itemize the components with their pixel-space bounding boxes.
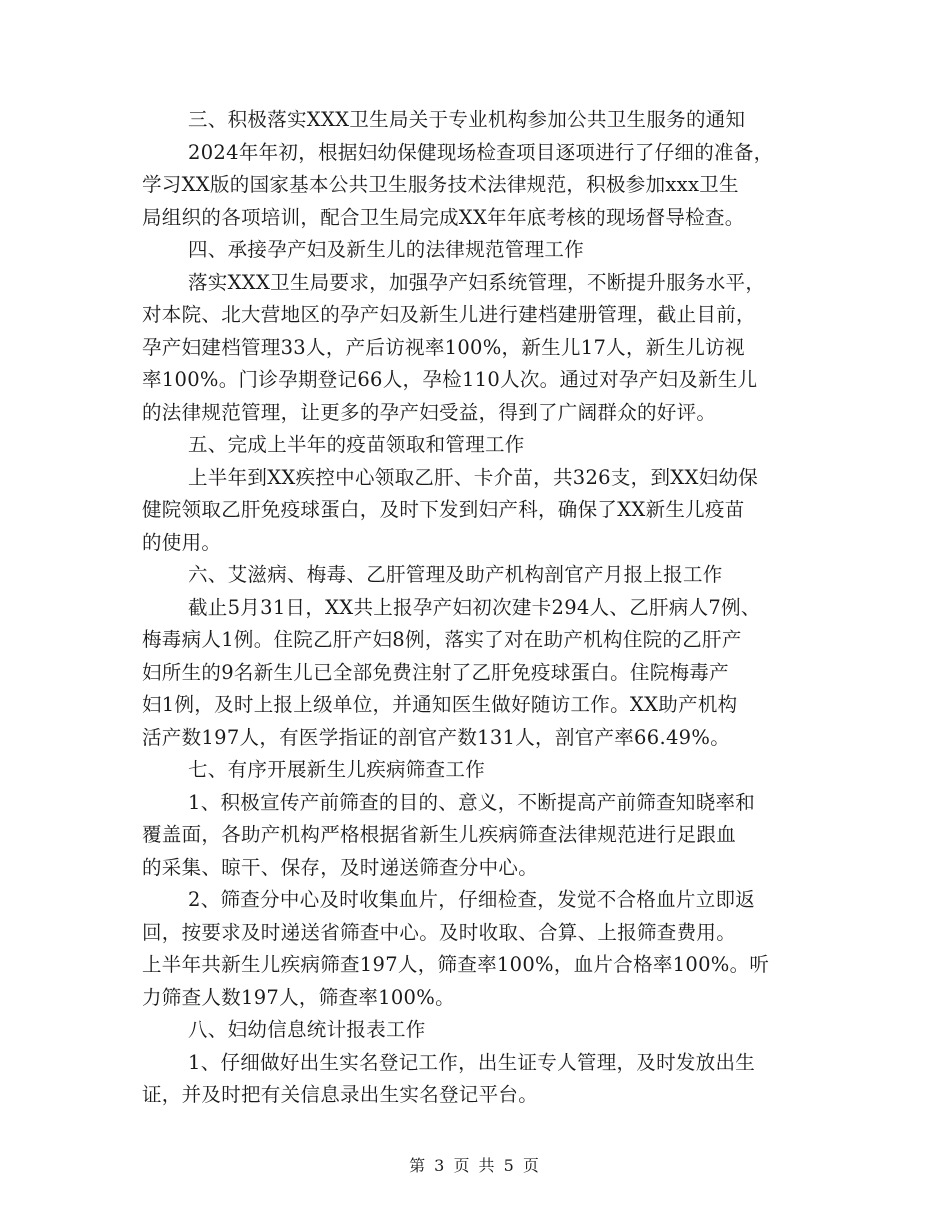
text-line: 七、有序开展新生儿疾病筛查工作 xyxy=(188,758,486,781)
text-line: 八、妇幼信息统计报表工作 xyxy=(188,1018,426,1041)
text-line: 力筛查人数197人，筛查率100%。 xyxy=(142,985,455,1009)
text-line: 学习XX版的国家基本公共卫生服务技术法律规范，积极参加xxx卫生 xyxy=(142,173,739,196)
text-line: 五、完成上半年的疫苗领取和管理工作 xyxy=(188,433,525,456)
text-line: 1、仔细做好出生实名登记工作，出生证专人管理，及时发放出生 xyxy=(188,1050,756,1074)
text-line: 上半年到XX疾控中心领取乙肝、卡介苗，共326支，到XX妇幼保 xyxy=(188,465,759,489)
text-line: 1、积极宣传产前筛查的目的、意义，不断提高产前筛查知晓率和 xyxy=(188,790,756,814)
text-line: 2024年年初，根据妇幼保健现场检查项目逐项进行了仔细的准备， xyxy=(188,140,774,164)
text-line: 2、筛查分中心及时收集血片，仔细检查，发觉不合格血片立即返 xyxy=(188,888,756,911)
text-line: 证，并及时把有关信息录出生实名登记平台。 xyxy=(142,1083,539,1106)
text-line: 落实XXX卫生局要求，加强孕产妇系统管理，不断提升服务水平， xyxy=(188,270,766,294)
text-line: 妇所生的9名新生儿已全部免费注射了乙肝免疫球蛋白。住院梅毒产 xyxy=(142,660,729,684)
page-number-footer: 第 3 页 共 5 页 xyxy=(409,1156,541,1175)
text-line: 局组织的各项培训，配合卫生局完成XX年年底考核的现场督导检查。 xyxy=(142,205,745,229)
text-line: 的采集、晾干、保存，及时递送筛查分中心。 xyxy=(142,855,539,879)
text-line: 健院领取乙肝免疫球蛋白，及时下发到妇产科，确保了XX新生儿疫苗 xyxy=(142,498,745,521)
text-line: 孕产妇建档管理33人，产后访视率100%，新生儿17人，新生儿访视 xyxy=(142,335,745,359)
text-line: 覆盖面，各助产机构严格根据省新生儿疾病筛查法律规范进行足跟血 xyxy=(142,823,737,846)
text-line: 梅毒病人1例。住院乙肝产妇8例，落实了对在助产机构住院的乙肝产 xyxy=(142,628,742,651)
text-line: 六、艾滋病、梅毒、乙肝管理及助产机构剖官产月报上报工作 xyxy=(188,563,723,586)
text-line: 四、承接孕产妇及新生儿的法律规范管理工作 xyxy=(188,238,585,261)
text-line: 三、积极落实XXX卫生局关于专业机构参加公共卫生服务的通知 xyxy=(188,108,746,131)
text-line: 率100%。门诊孕期登记66人，孕检110人次。通过对孕产妇及新生儿 xyxy=(142,368,758,391)
document-body xyxy=(142,104,814,1112)
text-line: 的使用。 xyxy=(142,530,222,554)
text-line: 上半年共新生儿疾病筛查197人，筛查率100%，血片合格率100%。听 xyxy=(142,953,770,976)
text-line: 妇1例，及时上报上级单位，并通知医生做好随访工作。XX助产机构 xyxy=(142,693,738,716)
text-line: 活产数197人，有医学指证的剖官产数131人，剖官产率66.49%。 xyxy=(142,725,730,749)
text-line: 截止5月31日，XX共上报孕产妇初次建卡294人、乙肝病人7例、 xyxy=(188,595,761,619)
text-line: 对本院、北大营地区的孕产妇及新生儿进行建档建册管理，截止目前， xyxy=(142,303,756,326)
text-line: 回，按要求及时递送省筛查中心。及时收取、合算、上报筛查费用。 xyxy=(142,920,737,944)
text-line: 的法律规范管理，让更多的孕产妇受益，得到了广阔群众的好评。 xyxy=(142,400,717,424)
